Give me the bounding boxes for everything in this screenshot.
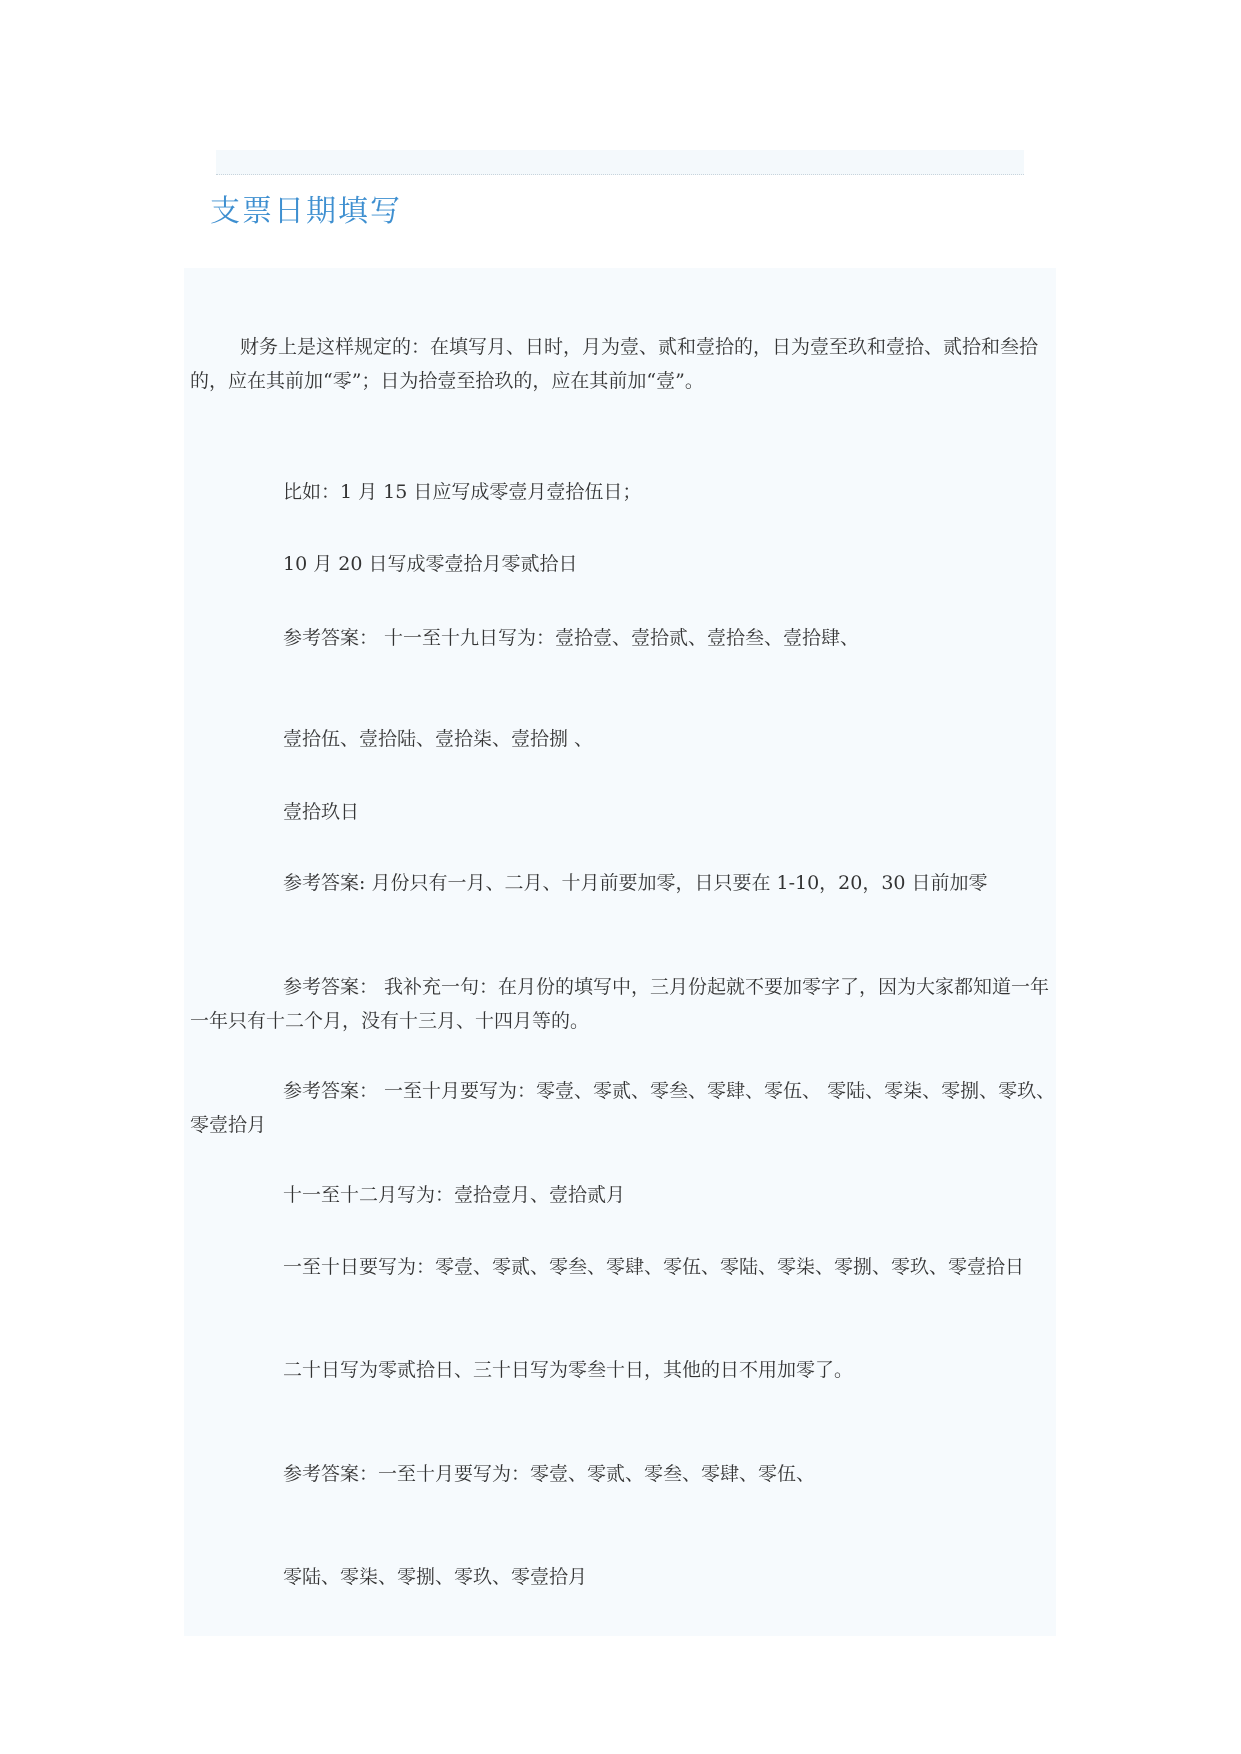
header-band bbox=[216, 150, 1024, 175]
paragraph-answer-1-cont: 壹拾伍、壹拾陆、壹拾柒、壹拾捌 、 bbox=[283, 728, 594, 750]
paragraph-answer-5: 参考答案：一至十月要写为：零壹、零贰、零叁、零肆、零伍、 bbox=[283, 1463, 816, 1485]
paragraph-days-1-10: 一至十日要写为：零壹、零贰、零叁、零肆、零伍、零陆、零柒、零捌、零玖、零壹拾日 bbox=[283, 1256, 1025, 1278]
paragraph-example-2: 10 月 20 日写成零壹拾月零贰拾日 bbox=[283, 553, 578, 575]
paragraph-rule: 财务上是这样规定的：在填写月、日时，月为壹、贰和壹拾的，日为壹至玖和壹拾、贰拾和叁拾的，应在其前加“零”；日为拾壹至拾玖的，应在其前加“壹”。 bbox=[190, 336, 1039, 392]
paragraph-answer-2: 参考答案: 月份只有一月、二月、十月前要加零，日只要在 1-10，20，30 日前加零 bbox=[283, 872, 988, 894]
paragraph-example-1: 比如：1 月 15 日应写成零壹月壹拾伍日； bbox=[283, 481, 642, 503]
paragraph-answer-3: 参考答案： 我补充一句：在月份的填写中，三月份起就不要加零字了，因为大家都知道一年一年只有十二个月，没有十三月、十四月等的。 bbox=[190, 976, 1050, 1032]
paragraph-answer-5-cont: 零陆、零柒、零捌、零玖、零壹拾月 bbox=[283, 1566, 588, 1588]
page-title: 支票日期填写 bbox=[210, 194, 402, 229]
paragraph-answer-1-end: 壹拾玖日 bbox=[283, 801, 360, 823]
paragraph-answer-4: 参考答案： 一至十月要写为：零壹、零贰、零叁、零肆、零伍、 零陆、零柒、零捌、零玖、零壹拾月 bbox=[190, 1080, 1056, 1136]
paragraph-answer-1: 参考答案： 十一至十九日写为：壹拾壹、壹拾贰、壹拾叁、壹拾肆、 bbox=[283, 627, 860, 649]
content-panel bbox=[184, 268, 1056, 1636]
paragraph-months-11-12: 十一至十二月写为：壹拾壹月、壹拾贰月 bbox=[283, 1184, 626, 1206]
paragraph-days-20-30: 二十日写为零贰拾日、三十日写为零叁十日，其他的日不用加零了。 bbox=[283, 1359, 854, 1381]
